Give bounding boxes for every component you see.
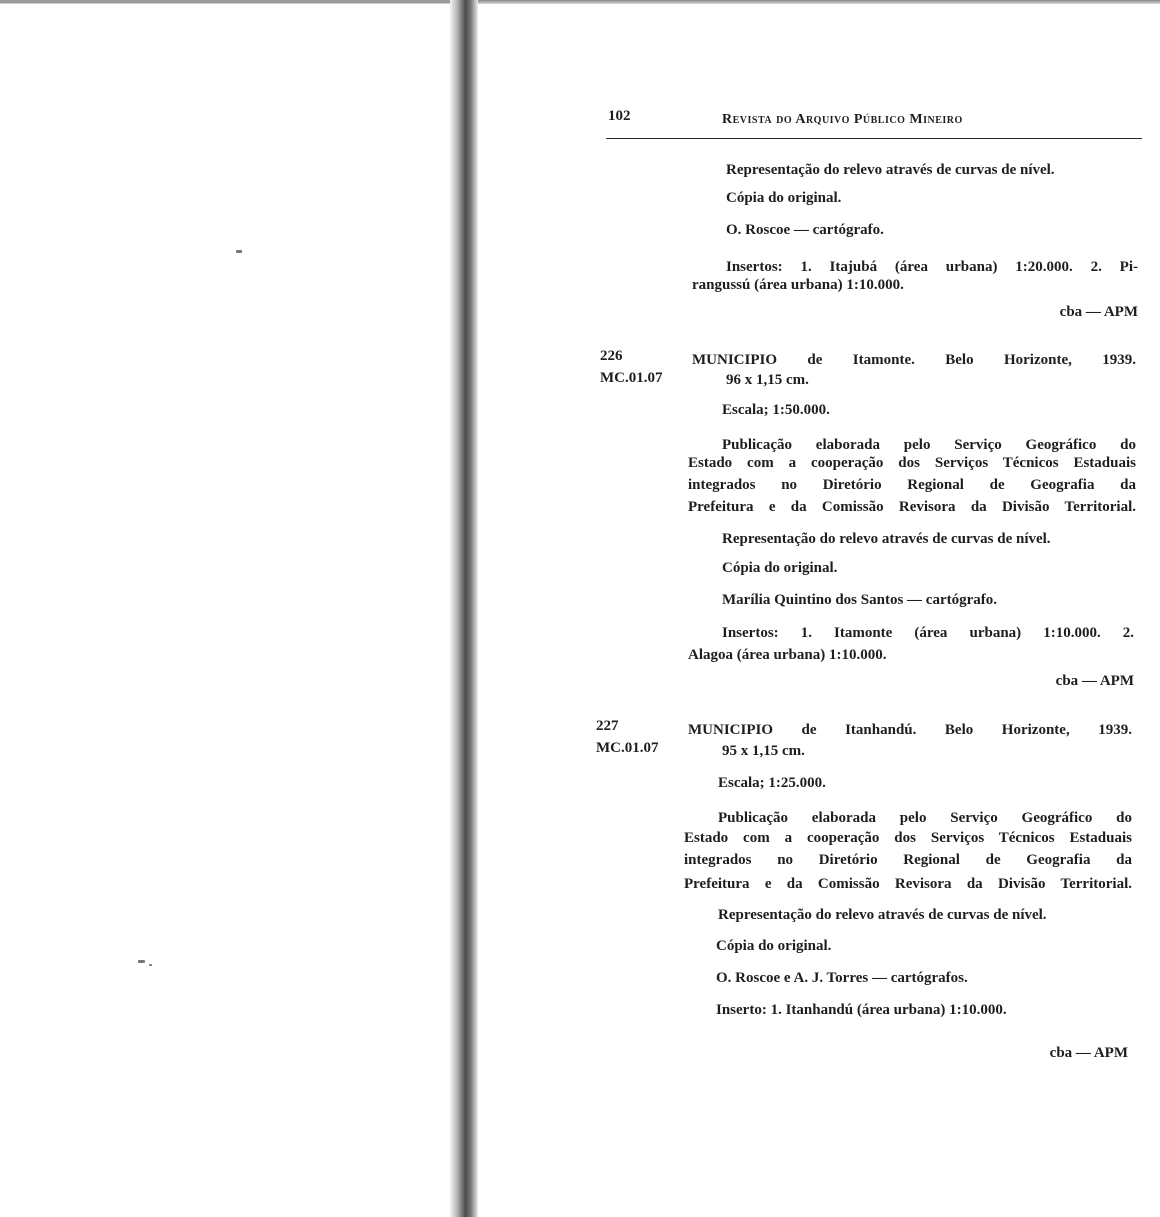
relief-note: Representação do relevo através de curvas de nível. [726, 162, 1055, 178]
source-note: cba — APM [1055, 673, 1134, 689]
inserts-line: Insertos: 1. Itamonte (área urbana) 1:10.000. 2. [722, 625, 1134, 641]
source-note: cba — APM [1059, 304, 1138, 320]
publication-line: Prefeitura e da Comissão Revisora da Divisão Territorial. [688, 499, 1136, 515]
cartographer-note: Marília Quintino dos Santos — cartógrafo. [722, 592, 998, 608]
publication-line: integrados no Diretório Regional de Geografia da [688, 477, 1136, 493]
inserts-line: Insertos: 1. Itajubá (área urbana) 1:20.000. 2. Pi- [726, 259, 1138, 275]
entry-number: 226 [600, 348, 623, 364]
scale-note: Escala; 1:25.000. [718, 775, 826, 791]
publication-line: Estado com a cooperação dos Serviços Técnicos Estaduais [688, 455, 1136, 471]
entry-code: MC.01.07 [600, 370, 663, 386]
entry-dimensions: 96 x 1,15 cm. [726, 372, 809, 388]
copy-note: Cópia do original. [716, 938, 832, 954]
scan-top-edge-left [0, 0, 460, 3]
entry-title: MUNICIPIO de Itanhandú. Belo Horizonte, 1939. [688, 722, 1132, 738]
cartographer-note: O. Roscoe e A. J. Torres — cartógrafos. [716, 970, 968, 986]
scale-note: Escala; 1:50.000. [722, 402, 830, 418]
relief-note: Representação do relevo através de curvas de nível. [718, 907, 1047, 923]
scan-speck [236, 250, 242, 253]
scan-speck [138, 960, 145, 963]
entry-code: MC.01.07 [596, 740, 659, 756]
entry-dimensions: 95 x 1,15 cm. [722, 743, 805, 759]
book-gutter [450, 0, 478, 1217]
left-blank-page [0, 4, 450, 1217]
source-note: cba — APM [1049, 1045, 1128, 1061]
publication-line: Estado com a cooperação dos Serviços Técnicos Estaduais [684, 830, 1132, 846]
inserts-line: rangussú (área urbana) 1:10.000. [692, 277, 904, 293]
page-number: 102 [608, 108, 631, 124]
entry-number: 227 [596, 718, 619, 734]
publication-line: Prefeitura e da Comissão Revisora da Divisão Territorial. [684, 876, 1132, 892]
scan-speck [149, 964, 152, 966]
publication-line: Publicação elaborada pelo Serviço Geográfico do [718, 810, 1132, 826]
inserts-line: Inserto: 1. Itanhandú (área urbana) 1:10.000. [716, 1002, 1007, 1018]
publication-line: integrados no Diretório Regional de Geografia da [684, 852, 1132, 868]
cartographer-note: O. Roscoe — cartógrafo. [726, 222, 884, 238]
relief-note: Representação do relevo através de curvas de nível. [722, 531, 1051, 547]
copy-note: Cópia do original. [722, 560, 838, 576]
entry-title: MUNICIPIO de Itamonte. Belo Horizonte, 1939. [692, 352, 1136, 368]
running-head [606, 104, 1142, 139]
inserts-line: Alagoa (área urbana) 1:10.000. [688, 647, 887, 663]
journal-title: Revista do Arquivo Público Mineiro [722, 112, 963, 127]
publication-line: Publicação elaborada pelo Serviço Geográfico do [722, 437, 1136, 453]
copy-note: Cópia do original. [726, 190, 842, 206]
